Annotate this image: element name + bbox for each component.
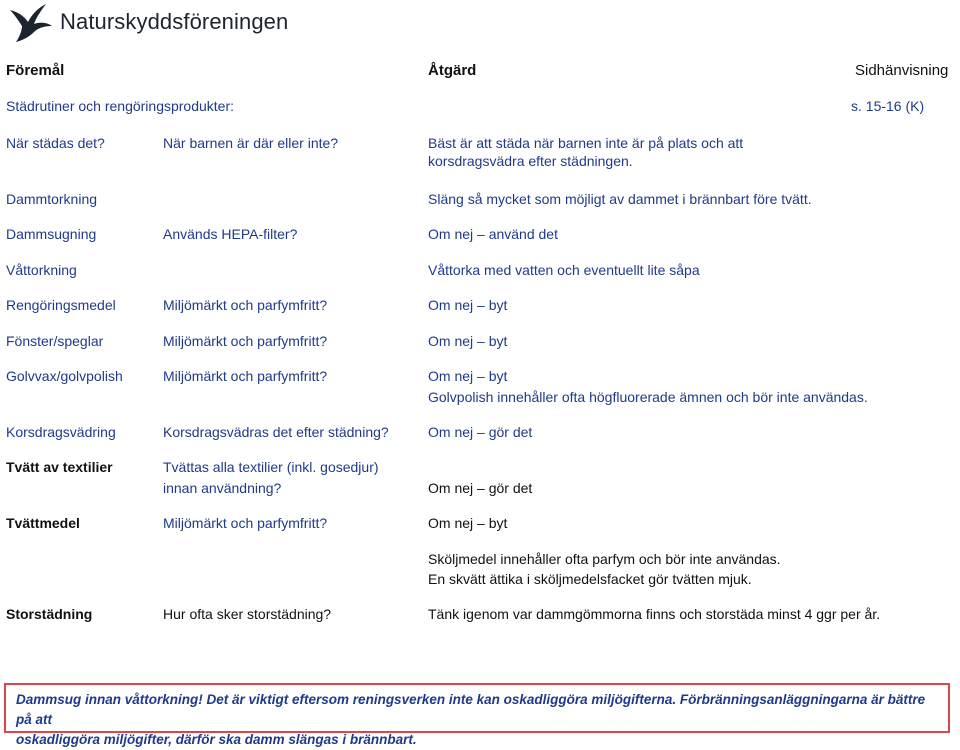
row-action: Om nej – byt <box>428 297 508 313</box>
row-question: Korsdragsvädras det efter städning? <box>163 424 389 440</box>
row-question: Miljömärkt och parfymfritt? <box>163 333 328 349</box>
row-action: Om nej – byt <box>428 515 508 531</box>
callout-box <box>4 683 950 747</box>
row-question: Hur ofta sker storstädning? <box>163 606 332 622</box>
row-action-line2: Golvpolish innehåller ofta högfluorerade ämnen och bör inte användas. <box>428 389 868 405</box>
callout-line-1: Dammsug innan våttorkning! Det är viktigt eftersom reningsverken inte kan oskadliggöra miljögifterna. Förbränningsanläggningarna är bättre på att <box>16 692 926 727</box>
row-action: Om nej – gör det <box>428 424 533 440</box>
brand-logo <box>8 0 288 44</box>
row-item: När städas det? <box>6 135 105 151</box>
header-page-ref: Sidhänvisning <box>855 62 949 79</box>
row-action: Släng så mycket som möjligt av dammet i brännbart före tvätt. <box>428 191 812 207</box>
row-action: Om nej – använd det <box>428 226 558 242</box>
row-action-line2: korsdragsvädra efter städningen. <box>428 153 633 169</box>
row-question: Används HEPA-filter? <box>163 226 298 242</box>
swallow-bird-icon <box>8 2 54 42</box>
row-action: Om nej – byt <box>428 333 508 349</box>
row-item: Tvätt av textilier <box>6 459 113 475</box>
row-action: Sköljmedel innehåller ofta parfym och bör inte användas. <box>428 551 781 567</box>
row-item: Korsdragsvädring <box>6 424 116 440</box>
row-action-line2: En skvätt ättika i sköljmedelsfacket gör tvätten mjuk. <box>428 571 752 587</box>
section-page-ref: s. 15-16 (K) <box>851 98 925 114</box>
row-action: Om nej – gör det <box>428 480 533 496</box>
row-item: Golvvax/golvpolish <box>6 368 123 384</box>
row-item: Dammtorkning <box>6 191 98 207</box>
section-title: Städrutiner och rengöringsprodukter: <box>6 98 235 114</box>
row-action: Tänk igenom var dammgömmorna finns och storstäda minst 4 ggr per år. <box>428 606 881 622</box>
row-question: Miljömärkt och parfymfritt? <box>163 515 328 531</box>
brand-name: Naturskyddsföreningen <box>60 9 289 34</box>
row-question-line2: innan användning? <box>163 480 282 496</box>
row-question: Tvättas alla textilier (inkl. gosedjur) <box>163 459 379 475</box>
row-action: Om nej – byt <box>428 368 508 384</box>
row-question: När barnen är där eller inte? <box>163 135 339 151</box>
row-item: Storstädning <box>6 606 93 622</box>
row-item: Tvättmedel <box>6 515 80 531</box>
row-question: Miljömärkt och parfymfritt? <box>163 297 328 313</box>
row-action: Våttorka med vatten och eventuellt lite såpa <box>428 262 700 278</box>
row-question: Miljömärkt och parfymfritt? <box>163 368 328 384</box>
row-item: Våttorkning <box>6 262 77 278</box>
header-item: Föremål <box>6 62 65 79</box>
row-item: Rengöringsmedel <box>6 297 116 313</box>
header-action: Åtgärd <box>428 62 477 79</box>
row-action: Bäst är att städa när barnen inte är på plats och att <box>428 135 744 151</box>
row-item: Fönster/speglar <box>6 333 104 349</box>
callout-line-2: oskadliggöra miljögifter, därför ska damm slängas i brännbart. <box>16 732 417 747</box>
row-item: Dammsugning <box>6 226 97 242</box>
